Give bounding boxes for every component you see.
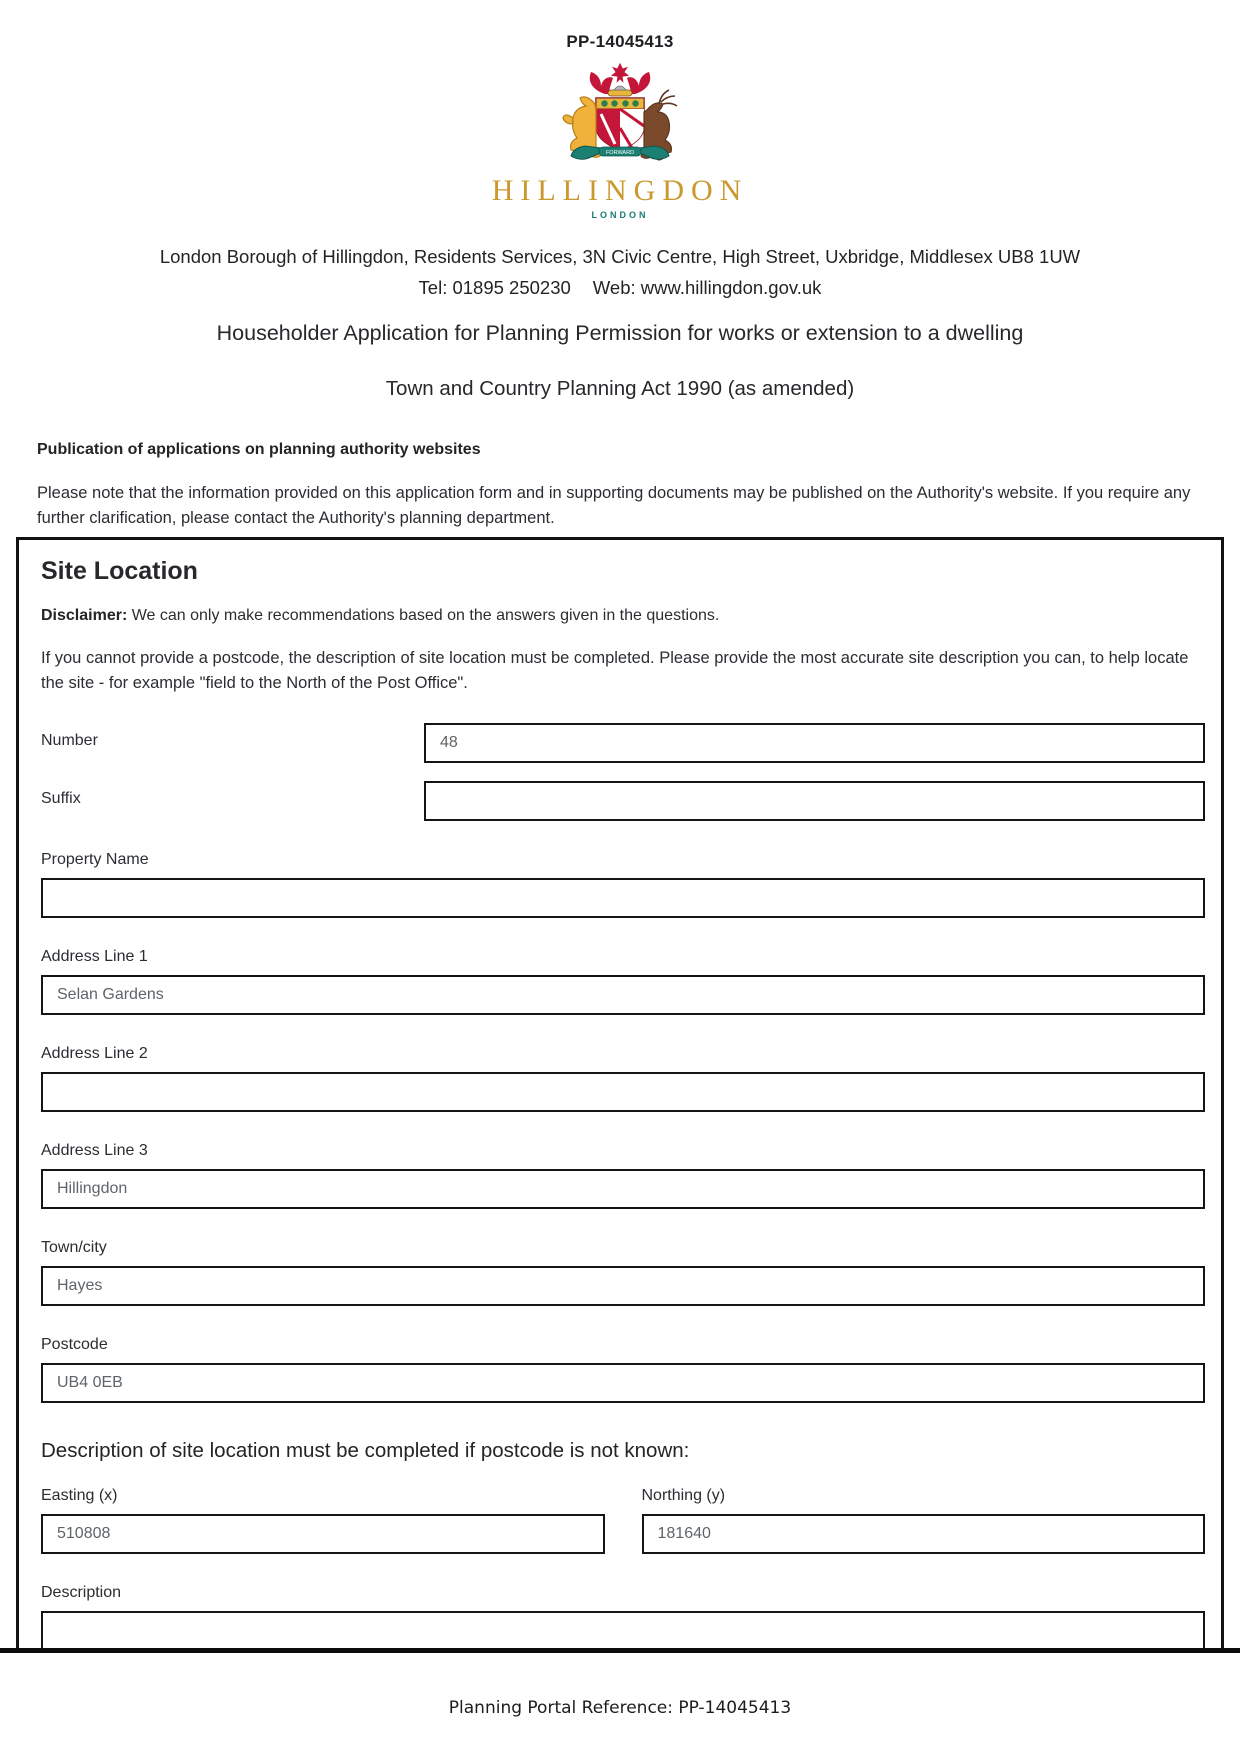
helmet xyxy=(614,86,626,90)
number-input[interactable] xyxy=(424,723,1205,763)
address-line-2-input[interactable] xyxy=(41,1072,1205,1112)
disclaimer-body: We can only make recommendations based on the answers given in the questions. xyxy=(127,606,720,624)
northing-field xyxy=(642,1487,1206,1554)
publication-body: Please note that the information provided on this application form and in supporting documents may be published on the Authority's website. If you require any further clarification, please contact the Authority's planning department. xyxy=(37,484,1191,527)
authority-contact xyxy=(0,277,1240,299)
suffix-field-row xyxy=(41,781,1205,821)
disclaimer-text xyxy=(41,607,1205,625)
description-label: Description xyxy=(41,1583,122,1601)
property-name-input[interactable] xyxy=(41,878,1205,918)
hillingdon-crest-logo xyxy=(0,60,1240,220)
publication-section xyxy=(0,441,1240,531)
postcode-field xyxy=(41,1336,1205,1403)
address-line-3-input[interactable] xyxy=(41,1169,1205,1209)
address-line-2-field xyxy=(41,1045,1205,1112)
shield-icon xyxy=(596,98,644,150)
address-line-1-label: Address Line 1 xyxy=(41,947,148,965)
form-title: Householder Application for Planning Permission for works or extension to a dwelling xyxy=(216,321,1024,345)
easting-label: Easting (x) xyxy=(41,1486,118,1504)
disclaimer-label: Disclaimer: xyxy=(41,606,128,624)
site-location-heading: Site Location xyxy=(41,557,198,585)
town-city-input[interactable] xyxy=(41,1266,1205,1306)
description-requirement-heading: Description of site location must be completed if postcode is not known: xyxy=(41,1438,690,1462)
address-line-2-label: Address Line 2 xyxy=(41,1044,148,1062)
property-name-label: Property Name xyxy=(41,850,149,868)
wreath xyxy=(608,90,632,96)
motto-ribbon xyxy=(571,146,669,159)
suffix-input[interactable] xyxy=(424,781,1205,821)
address-line-3-label: Address Line 3 xyxy=(41,1141,148,1159)
property-name-field xyxy=(41,851,1205,918)
town-city-label: Town/city xyxy=(41,1238,107,1256)
site-location-intro: If you cannot provide a postcode, the description of site location must be completed. Please provide the most accurate site description you can, to help locate the site - for example "field to the North of the Post Office". xyxy=(41,648,1189,692)
postcode-label: Postcode xyxy=(41,1335,108,1353)
northing-input[interactable] xyxy=(642,1514,1206,1554)
address-line-3-field xyxy=(41,1142,1205,1209)
crest-bird xyxy=(610,62,630,84)
page-break-rule xyxy=(0,1648,1240,1653)
motto-text: FORWARD xyxy=(605,150,635,156)
form-subtitle: Town and Country Planning Act 1990 (as amended) xyxy=(385,377,855,400)
authority-address: London Borough of Hillingdon, Residents Services, 3N Civic Centre, High Street, Uxbridge, Middlesex UB8 1UW xyxy=(159,246,1081,267)
northing-label: Northing (y) xyxy=(641,1486,726,1504)
authority-tel: Tel: 01895 250230 xyxy=(418,277,571,298)
easting-field xyxy=(41,1487,605,1554)
authority-web: Web: www.hillingdon.gov.uk xyxy=(592,277,822,298)
planning-reference: PP-14045413 xyxy=(566,32,674,51)
logo-wordmark: HILLINGDON xyxy=(491,174,749,207)
footer-reference: Planning Portal Reference: PP-14045413 xyxy=(448,1698,792,1718)
description-field xyxy=(41,1584,1205,1649)
easting-input[interactable] xyxy=(41,1514,605,1554)
suffix-label: Suffix xyxy=(41,789,81,807)
coordinates-row xyxy=(41,1487,1205,1554)
form-header xyxy=(0,0,1240,401)
address-line-1-field xyxy=(41,948,1205,1015)
address-line-1-input[interactable] xyxy=(41,975,1205,1015)
description-textarea[interactable] xyxy=(41,1611,1205,1649)
town-city-field xyxy=(41,1239,1205,1306)
logo-sub-wordmark: LONDON xyxy=(591,210,649,220)
site-location-section xyxy=(16,537,1224,1648)
publication-heading: Publication of applications on planning authority websites xyxy=(37,441,481,458)
crest-graphic xyxy=(535,60,705,172)
postcode-input[interactable] xyxy=(41,1363,1205,1403)
number-field-row xyxy=(41,723,1205,763)
number-label: Number xyxy=(41,731,98,749)
